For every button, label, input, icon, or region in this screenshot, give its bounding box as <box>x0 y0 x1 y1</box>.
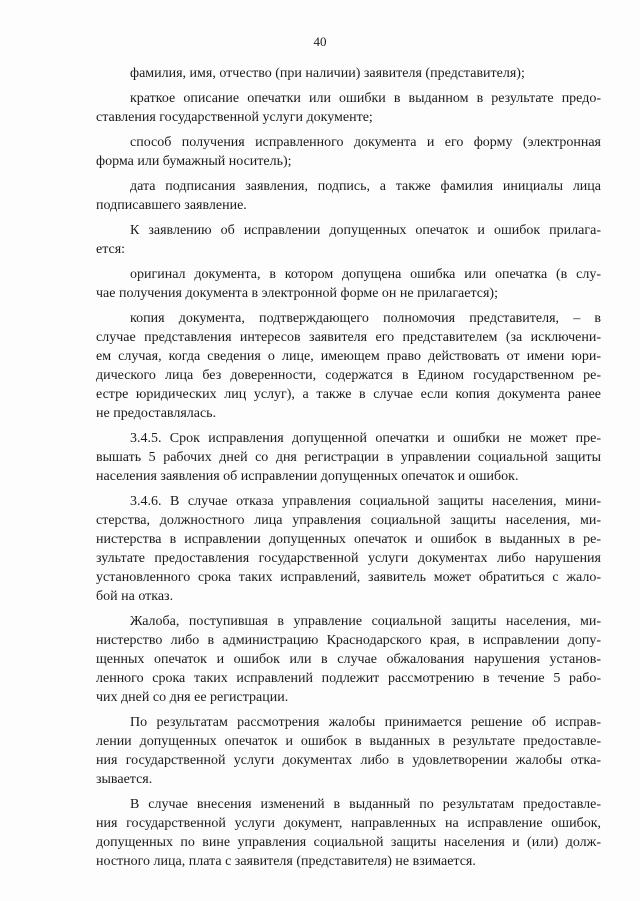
text-line: нистерство либо в администрацию Краснодарского края, в исправлении допу- <box>96 633 601 648</box>
paragraph <box>96 309 601 423</box>
paragraph <box>96 64 601 83</box>
text-line: установленного срока таких исправлений, заявитель может обратиться с жало- <box>96 570 601 585</box>
text-line: чих дней со дня ее регистрации. <box>96 690 289 705</box>
paragraph <box>96 221 601 259</box>
paragraph <box>96 133 601 171</box>
text-line: ностного лица, плата с заявителя (представителя) не взимается. <box>96 854 476 869</box>
text-line: копия документа, подтверждающего полномочия представителя, – в <box>130 311 601 326</box>
paragraph <box>96 492 601 606</box>
text-line: случае представления интересов заявителя его представителем (за исключени- <box>96 330 601 345</box>
paragraph <box>96 429 601 486</box>
text-line: В случае внесения изменений в выданный по результатам предоставле- <box>130 797 601 812</box>
text-line: ставления государственной услуги документе; <box>96 110 373 125</box>
page-number: 40 <box>313 34 327 49</box>
text-line: допущенных по вине управления социальной защиты населения и (или) долж- <box>96 835 601 850</box>
text-line: Жалоба, поступившая в управление социальной защиты населения, ми- <box>130 614 601 629</box>
text-line: оригинал документа, в котором допущена ошибка или опечатка (в слу- <box>130 267 601 282</box>
text-line: зывается. <box>96 772 153 787</box>
text-line: населения заявления об исправлении допущенных опечаток и ошибок. <box>96 469 519 484</box>
document-body <box>96 64 601 871</box>
text-line: не предоставлялась. <box>96 406 217 421</box>
text-line: лении допущенных опечаток и ошибок в выданных в результате предоставле- <box>96 734 601 749</box>
text-line: ется: <box>96 242 126 257</box>
text-line: ленного срока таких исправлений подлежит рассмотрению в течение 5 рабо- <box>96 671 601 686</box>
text-line: краткое описание опечатки или ошибки в выданном в результате предо- <box>130 91 601 106</box>
paragraph <box>96 177 601 215</box>
text-line: форма или бумажный носитель); <box>96 154 292 169</box>
text-line: подписавшего заявление. <box>96 198 247 213</box>
text-line: ем случая, когда сведения о лице, имеющем право действовать от имени юри- <box>96 349 601 364</box>
text-line: дата подписания заявления, подпись, а также фамилия инициалы лица <box>130 179 601 194</box>
paragraph <box>96 713 601 789</box>
text-line: зультате предоставления государственной услуги документах либо нарушения <box>96 551 601 566</box>
text-line: По результатам рассмотрения жалобы принимается решение об исправ- <box>130 715 601 730</box>
paragraph <box>96 612 601 707</box>
text-line: естре юридических лиц услуг), а также в случае если копия документа ранее <box>96 387 601 402</box>
text-line: щенных опечаток и ошибок или в случае обжалования нарушения установ- <box>96 652 601 667</box>
text-line: фамилия, имя, отчество (при наличии) заявителя (представителя); <box>130 66 525 81</box>
text-line: стерства, должностного лица управления социальной защиты населения, ми- <box>96 513 601 528</box>
text-line: способ получения исправленного документа и его форму (электронная <box>130 135 601 150</box>
text-line: нистерства в исправлении допущенных опечаток и ошибок в выданных в ре- <box>96 532 601 547</box>
text-line: бой на отказ. <box>96 589 174 604</box>
text-line: 3.4.6. В случае отказа управления социальной защиты населения, мини- <box>130 494 601 509</box>
paragraph <box>96 265 601 303</box>
paragraph <box>96 795 601 871</box>
text-line: К заявлению об исправлении допущенных опечаток и ошибок прилага- <box>130 223 601 238</box>
text-line: вышать 5 рабочих дней со дня регистрации в управлении социальной защиты <box>96 450 601 465</box>
text-line: 3.4.5. Срок исправления допущенной опечатки и ошибки не может пре- <box>130 431 601 446</box>
text-line: чае получения документа в электронной форме он не прилагается); <box>96 286 498 301</box>
text-line: дического лица без доверенности, содержатся в Едином государственном ре- <box>96 368 601 383</box>
text-line: ния государственной услуги документах либо в удовлетворении жалобы отка- <box>96 753 601 768</box>
paragraph <box>96 89 601 127</box>
text-line: ния государственной услуги документ, направленных на исправление ошибок, <box>96 816 601 831</box>
